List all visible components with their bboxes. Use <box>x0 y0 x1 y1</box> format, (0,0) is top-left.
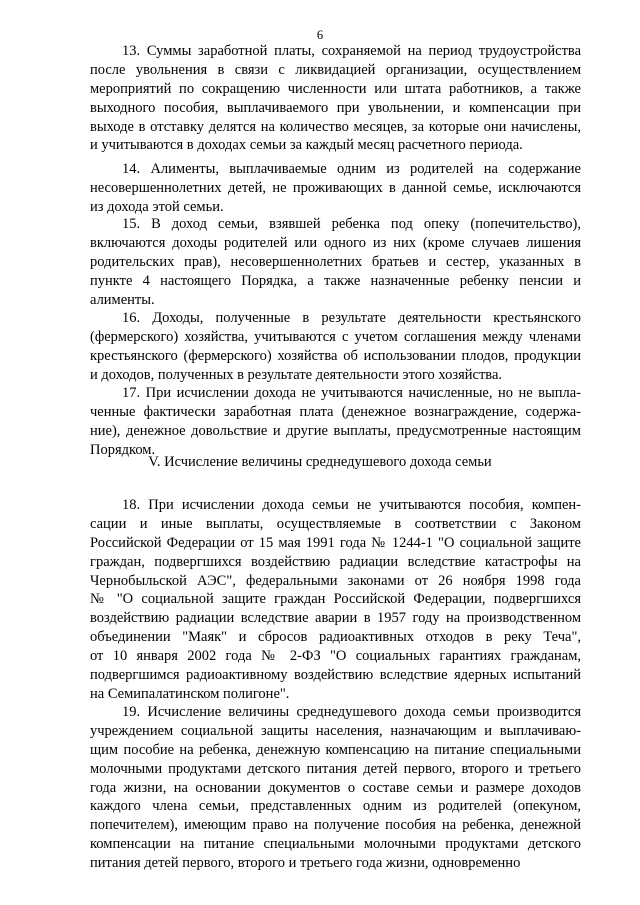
text-line: на Семипалатинском полигоне". <box>90 685 290 702</box>
text-line: 19. Исчисление величины среднедушевого дохода семьи производится <box>122 704 581 720</box>
text-line: граждан, подвергшихся воздействию радиации вследствие катастрофы на <box>90 553 581 570</box>
text-line: ние), денежное довольствие и другие выплаты, предусмотренные настоящим <box>90 422 581 439</box>
text-line: воздействию радиации вследствие аварии в 1957 году на производственном <box>90 610 581 627</box>
text-line: года жизни, на основании документов о составе семьи и размере доходов <box>90 779 581 796</box>
paragraph-14 <box>90 160 581 217</box>
paragraph-13 <box>90 42 581 155</box>
text-line: родительских прав), несовершеннолетних братьев и сестер, указанных в <box>90 253 581 270</box>
text-line: и учитываются в доходах семьи за каждый месяц расчетного периода. <box>90 137 523 154</box>
text-line: ченные фактически заработная плата (денежное вознаграждение, содержа- <box>90 403 581 420</box>
text-line: 16. Доходы, полученные в результате деятельности крестьянского <box>122 310 581 326</box>
section-heading: V. Исчисление величины среднедушевого дохода семьи <box>148 454 492 470</box>
text-line: Чернобыльской АЭС", федеральными законами от 26 ноября 1998 года <box>90 572 581 589</box>
text-line: питания детей первого, второго и третьего года жизни, одновременно <box>90 855 521 872</box>
text-line: попечителем), имеющим право на получение пособия на ребенка, денежной <box>90 817 581 834</box>
paragraph-18 <box>90 496 581 704</box>
text-line: крестьянского (фермерского) хозяйства об использовании плодов, продукции <box>90 347 581 364</box>
text-line: объединении "Маяк" и сбросов радиоактивных отходов в реку Теча", <box>90 629 581 646</box>
text-line: пункте 4 настоящего Порядка, а также назначенные ребенку пенсии и <box>90 272 581 289</box>
text-line: сации и иные выплаты, осуществляемые в соответствии с Законом <box>90 515 581 532</box>
text-line: 13. Суммы заработной платы, сохраняемой на период трудоустройства <box>122 43 581 59</box>
text-line: 14. Алименты, выплачиваемые одним из родителей на содержание <box>122 161 581 177</box>
text-line: Российской Федерации от 15 мая 1991 года № 1244-1 "О социальной защите <box>90 534 581 551</box>
text-line: (фермерского) хозяйства, учитываются с учетом соглашения между членами <box>90 328 581 345</box>
text-line: молочными продуктами детского питания детей первого, второго и третьего <box>90 760 581 777</box>
text-line: из дохода этой семьи. <box>90 198 224 215</box>
text-line: от 10 января 2002 года № 2-ФЗ "О социальных гарантиях гражданам, <box>90 648 581 665</box>
text-line: учреждением социальной защиты населения, назначающим и выплачиваю- <box>90 722 581 739</box>
text-line: 15. В доход семьи, взявшей ребенка под опеку (попечительство), <box>122 216 581 232</box>
text-line: 18. При исчислении дохода семьи не учитываются пособия, компен- <box>122 497 581 513</box>
text-line: компенсации на питание специальными молочными продуктами детского <box>90 836 581 853</box>
paragraph-16 <box>90 309 581 385</box>
paragraph-19 <box>90 703 581 873</box>
paragraph-17 <box>90 384 581 460</box>
text-line: после увольнения в связи с ликвидацией организации, осуществлением <box>90 61 581 78</box>
text-line: щим пособие на ребенка, денежную компенсацию на питание специальными <box>90 741 581 758</box>
text-line: № "О социальной защите граждан Российской Федерации, подвергшихся <box>90 591 581 608</box>
page-number: 6 <box>316 28 324 42</box>
paragraph-15 <box>90 215 581 309</box>
text-line: несовершеннолетних детей, не проживающих в данной семье, исключаются <box>90 179 581 196</box>
text-line: и доходов, полученных в результате деятельности этого хозяйства. <box>90 366 503 383</box>
text-line: мероприятий по сокращению численности или штата работников, а также <box>90 80 581 97</box>
text-line: 17. При исчислении дохода не учитываются начисленные, но не выпла- <box>122 385 581 401</box>
text-line: включаются доходы родителей или одного из них (кроме случаев лишения <box>90 234 581 251</box>
text-line: подвергшимся радиоактивному воздействию вследствие ядерных испытаний <box>90 667 581 684</box>
text-line: Порядком. <box>90 441 156 458</box>
text-line: каждого члена семьи, представленных одним из родителей (опекуном, <box>90 798 581 815</box>
text-line: выходного пособия, выплачиваемого при увольнении, и компенсации при <box>90 99 581 116</box>
text-line: алименты. <box>90 291 155 308</box>
text-line: выходе в отставку делятся на количество месяцев, за которые они начислены, <box>90 118 581 135</box>
